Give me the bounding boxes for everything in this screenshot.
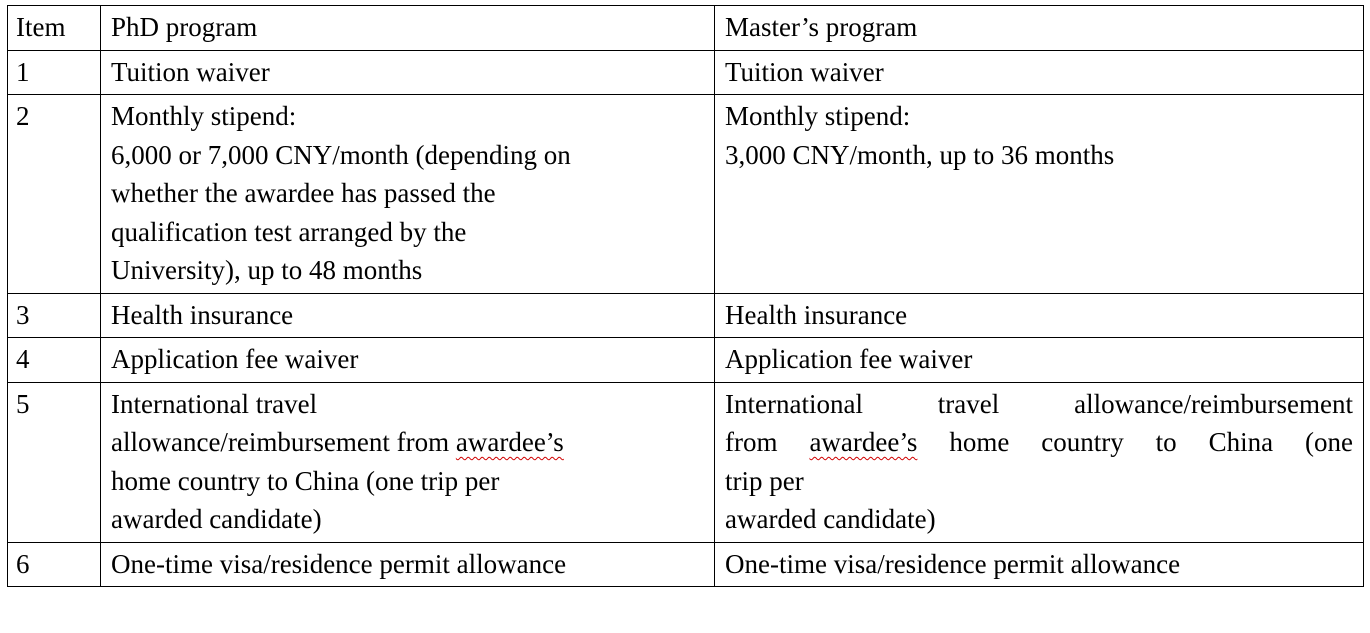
cell-text: International travel allowance/reimbursement: [725, 388, 1353, 419]
table-row: [8, 382, 1364, 542]
table-header-row: [8, 6, 1364, 51]
cell-text: Health insurance: [725, 299, 908, 330]
cell-text: 6,000 or 7,000 CNY/month (depending on: [111, 139, 571, 170]
header-item: Item: [8, 6, 101, 51]
cell-text: whether the awardee has passed the: [111, 178, 496, 208]
master-cell: [715, 338, 1364, 383]
cell-text: Monthly stipend:: [111, 101, 297, 131]
cell-text: Monthly stipend:: [725, 101, 911, 131]
table-row: [8, 95, 1364, 294]
cell-text: Application fee waiver: [725, 344, 973, 374]
table-row: [8, 50, 1364, 95]
phd-cell: [101, 50, 715, 95]
cell-text: awarded candidate): [725, 504, 936, 534]
cell-text-line: [725, 423, 1353, 462]
master-cell: [715, 293, 1364, 338]
item-number: 4: [8, 338, 101, 383]
master-cell: [715, 542, 1364, 587]
table-row: [8, 293, 1364, 338]
cell-text: from: [725, 427, 810, 457]
cell-text: Application fee waiver: [111, 344, 359, 374]
cell-text: home country to China (one: [917, 427, 1354, 457]
cell-text: 3,000 CNY/month, up to 36 months: [725, 139, 1115, 170]
master-cell: [715, 95, 1364, 294]
cell-text-line: [111, 423, 704, 462]
item-number: 5: [8, 382, 101, 542]
phd-cell: [101, 382, 715, 542]
cell-text: awarded candidate): [111, 504, 322, 534]
cell-text: Tuition waiver: [725, 56, 884, 87]
phd-cell: [101, 95, 715, 294]
item-number: 2: [8, 95, 101, 294]
phd-cell: [101, 293, 715, 338]
spellcheck-word: awardee’s: [809, 427, 918, 457]
scholarship-table: [7, 5, 1364, 587]
cell-text: One-time visa/residence permit allowance: [725, 548, 1181, 579]
cell-text: qualification test arranged by the: [111, 216, 467, 247]
cell-text: Tuition waiver: [111, 56, 270, 87]
cell-text: One-time visa/residence permit allowance: [111, 548, 567, 579]
phd-cell: [101, 542, 715, 587]
item-number: 6: [8, 542, 101, 587]
item-number: 1: [8, 50, 101, 95]
header-master-program: Master’s program: [715, 6, 1364, 51]
cell-text: home country to China (one trip per: [111, 465, 500, 496]
cell-text: allowance/reimbursement from: [111, 427, 456, 457]
header-phd-program: PhD program: [101, 6, 715, 51]
spellcheck-word: awardee’s: [455, 427, 564, 457]
phd-cell: [101, 338, 715, 383]
item-number: 3: [8, 293, 101, 338]
table-row: [8, 338, 1364, 383]
table-row: [8, 542, 1364, 587]
cell-text: International travel: [111, 388, 318, 419]
master-cell: [715, 382, 1364, 542]
master-cell: [715, 50, 1364, 95]
cell-text: University), up to 48 months: [111, 255, 423, 285]
cell-text: trip per: [725, 465, 804, 496]
cell-text: Health insurance: [111, 299, 294, 330]
